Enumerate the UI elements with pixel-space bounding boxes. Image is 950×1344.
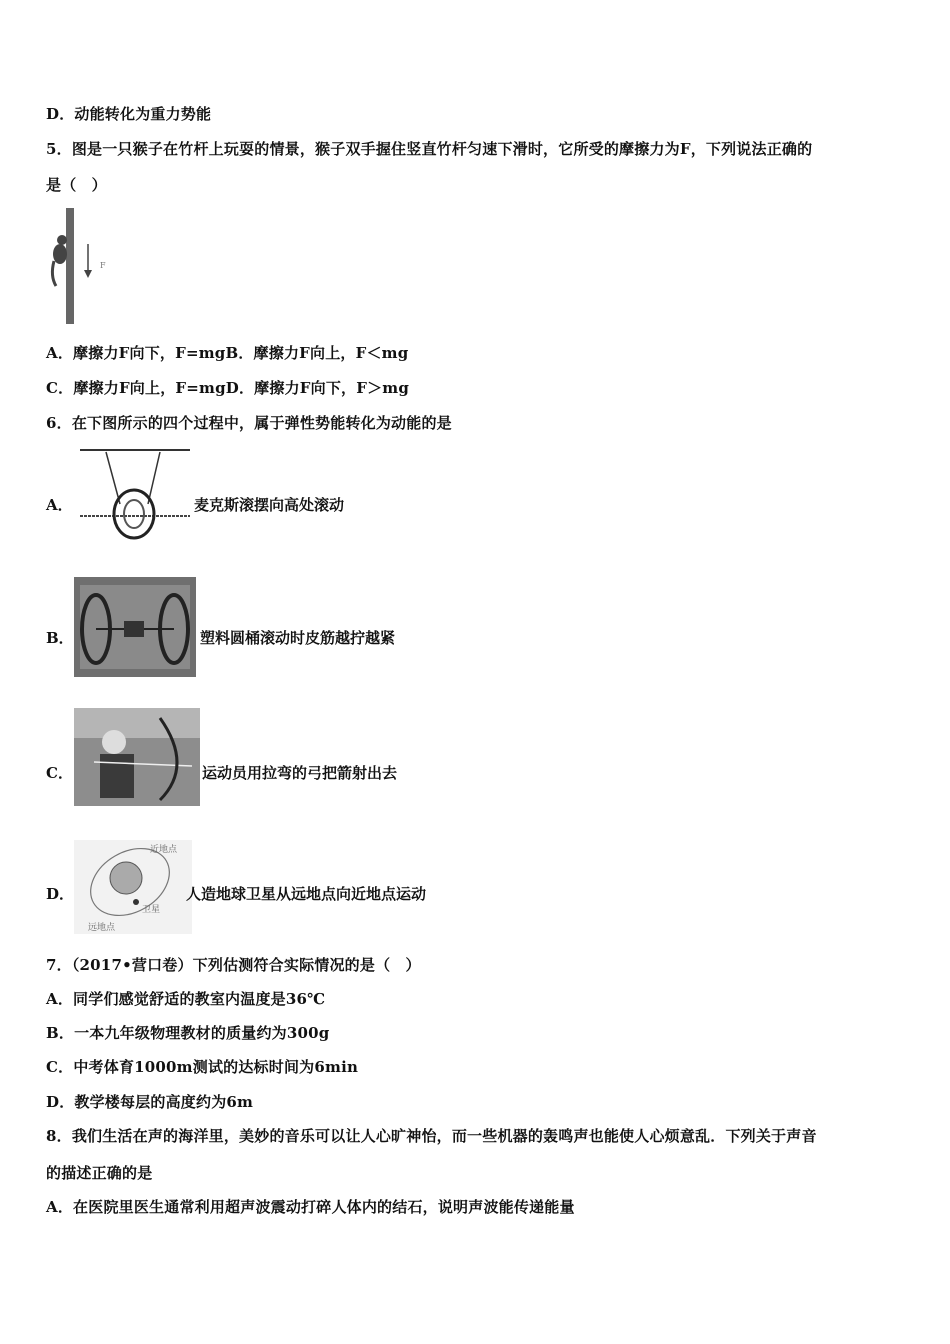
q7-option-b: B．一本九年级物理教材的质量约为300g xyxy=(46,1024,330,1042)
q8-stem-line2: 的描述正确的是 xyxy=(46,1164,153,1182)
q6-option-a-text: 麦克斯滚摆向高处滚动 xyxy=(194,496,345,514)
bamboo-pole xyxy=(66,208,74,324)
q5-stem-line2: 是（ ） xyxy=(46,176,107,194)
q6-option-d-text: 人造地球卫星从远地点向近地点运动 xyxy=(186,885,427,903)
perigee-label: 近地点 xyxy=(150,845,178,855)
q7-option-a: A．同学们感觉舒适的教室内温度是36℃ xyxy=(46,990,326,1008)
q5-options-cd: C．摩擦力F向上，F=mgD．摩擦力F向下，F＞mg xyxy=(46,379,410,397)
q6-option-c-text: 运动员用拉弯的弓把箭射出去 xyxy=(202,764,398,782)
q6-stem: 6．在下图所示的四个过程中，属于弹性势能转化为动能的是 xyxy=(46,414,452,432)
monkey-head xyxy=(57,235,67,245)
monkey-on-pole-figure xyxy=(46,206,116,326)
q7-stem: 7．（2017•营口卷）下列估测符合实际情况的是（ ） xyxy=(46,956,421,974)
archer-body xyxy=(100,754,134,798)
q8-stem-line1: 8．我们生活在声的海洋里，美妙的音乐可以让人心旷神怡，而一些机器的轰鸣声也能使人心烦意乱．下列关于声音 xyxy=(46,1127,817,1145)
q5-options-ab: A．摩擦力F向下，F=mgB．摩擦力F向上，F＜mg xyxy=(46,344,409,362)
apogee-label: 远地点 xyxy=(88,923,116,933)
satellite-label: 卫星 xyxy=(142,905,161,915)
q6-option-b-label: B． xyxy=(46,629,74,647)
monkey-body xyxy=(53,244,67,264)
q5-stem-line1: 5．图是一只猴子在竹杆上玩耍的情景，猴子双手握住竖直竹杆匀速下滑时，它所受的摩擦力为F，下列说法正确的 xyxy=(46,140,813,158)
q6-option-d-label: D． xyxy=(46,885,75,903)
earth xyxy=(110,862,142,894)
q7-option-c: C．中考体育1000m测试的达标时间为6min xyxy=(46,1058,359,1076)
q6-option-c-label: C． xyxy=(46,764,73,782)
plastic-barrel-figure xyxy=(74,577,196,677)
satellite-orbit-figure xyxy=(74,840,192,934)
q4-option-d: D．动能转化为重力势能 xyxy=(46,105,212,123)
wheel xyxy=(114,490,154,538)
satellite xyxy=(133,899,139,905)
archer-head xyxy=(102,730,126,754)
archer-figure xyxy=(74,708,200,806)
q6-option-b-text: 塑料圆桶滚动时皮筋越拧越紧 xyxy=(200,629,396,647)
q8-option-a: A．在医院里医生通常利用超声波震动打碎人体内的结石，说明声波能传递能量 xyxy=(46,1198,575,1216)
q6-option-a-label: A． xyxy=(46,496,73,514)
maxwell-wheel-figure xyxy=(76,446,194,546)
force-label: F xyxy=(100,261,106,270)
q7-option-d: D．教学楼每层的高度约为6m xyxy=(46,1093,254,1111)
